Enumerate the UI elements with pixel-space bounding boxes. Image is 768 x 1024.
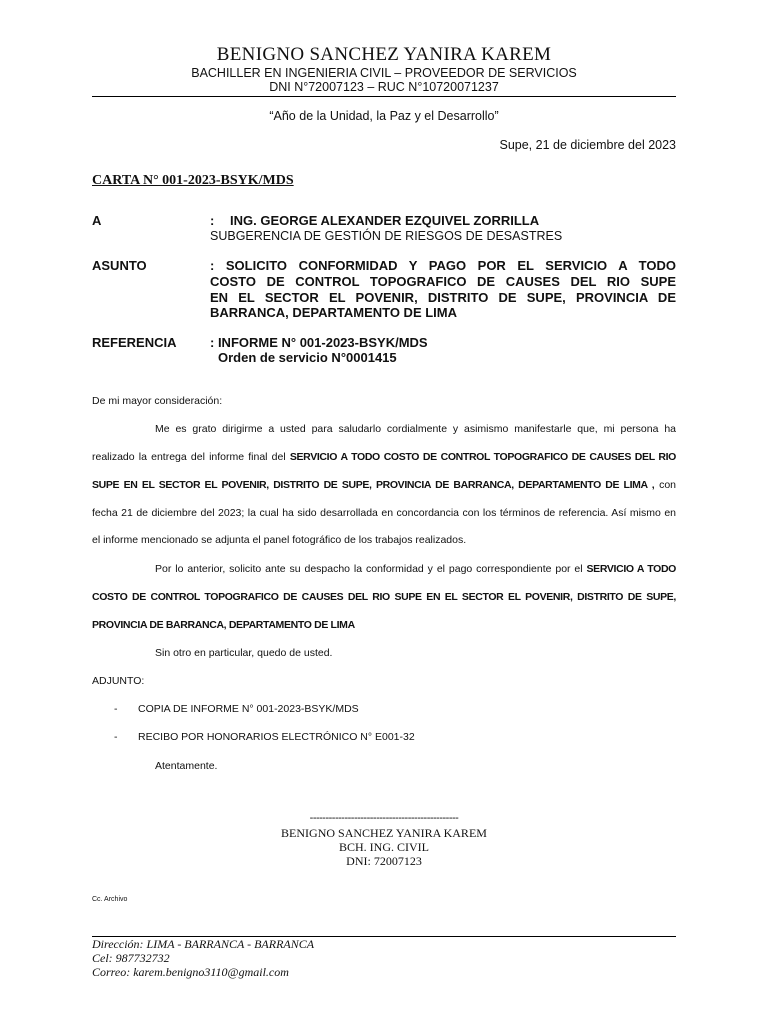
- subject-line-4: BARRANCA, DEPARTAMENTO DE LIMA: [210, 305, 457, 320]
- footer-email: Correo: karem.benigno3110@gmail.com: [92, 965, 289, 979]
- paragraph-1-line-4: fecha 21 de diciembre del 2023; la cual ha sido desarrollada en concordancia con los términos de referencia. Así mismo en: [92, 507, 676, 519]
- attachment-bullet: -: [114, 731, 118, 743]
- paragraph-1-line-1: Me es grato dirigirme a usted para saludarlo cordialmente y asimismo manifestarle que, mi persona ha: [155, 423, 676, 435]
- paragraph-2-line-1: Por lo anterior, solicito ante su despacho la conformidad y el pago correspondiente por el SERVICIO A TODO: [155, 563, 676, 575]
- place-date: Supe, 21 de diciembre del 2023: [499, 138, 676, 152]
- addressee-office: SUBGERENCIA DE GESTIÓN DE RIESGOS DE DESASTRES: [210, 229, 563, 243]
- reference-line-2: Orden de servicio N°0001415: [218, 350, 397, 365]
- letterhead-name: BENIGNO SANCHEZ YANIRA KAREM: [216, 44, 552, 65]
- letterhead-ids: DNI N°72007123 – RUC N°10720071237: [269, 80, 499, 94]
- paragraph-1-line-3: SUPE EN EL SECTOR EL POVENIR, DISTRITO DE SUPE, PROVINCIA DE BARRANCA, DEPARTAMENTO DE LIMA , con: [92, 479, 676, 491]
- letter-number: CARTA N° 001-2023-BSYK/MDS: [92, 173, 294, 188]
- paragraph-1-line-2: realizado la entrega del informe final del SERVICIO A TODO COSTO DE CONTROL TOPOGRAFICO DE CAUSES DEL RIO: [92, 451, 676, 463]
- subject-line-3: EN EL SECTOR EL POVENIR, DISTRITO DE SUPE, PROVINCIA DE: [210, 290, 676, 305]
- signer-title: BCH. ING. CIVIL: [339, 840, 429, 854]
- paragraph-2-line-3: PROVINCIA DE BARRANCA, DEPARTAMENTO DE LIMA: [92, 619, 355, 631]
- to-colon: :: [210, 213, 215, 228]
- attachment-item: RECIBO POR HONORARIOS ELECTRÓNICO N° E001-32: [138, 731, 415, 743]
- reference-line-1: : INFORME N° 001-2023-BSYK/MDS: [210, 335, 428, 350]
- attachment-bullet: -: [114, 703, 118, 715]
- signer-dni: DNI: 72007123: [346, 854, 422, 868]
- footer-phone: Cel: 987732732: [92, 951, 170, 965]
- signer-name: BENIGNO SANCHEZ YANIRA KAREM: [281, 826, 487, 840]
- signature-line: -----------------------------------------------: [309, 812, 459, 824]
- header-divider: [92, 96, 676, 97]
- year-motto: “Año de la Unidad, la Paz y el Desarrollo”: [269, 109, 499, 123]
- subject-line-1: : SOLICITO CONFORMIDAD Y PAGO POR EL SERVICIO A TODO: [210, 258, 676, 273]
- footer-address: Dirección: LIMA - BARRANCA - BARRANCA: [92, 937, 315, 951]
- to-label: A: [92, 213, 102, 228]
- reference-label: REFERENCIA: [92, 335, 177, 350]
- subject-label: ASUNTO: [92, 258, 147, 273]
- letterhead-profession: BACHILLER EN INGENIERIA CIVIL – PROVEEDOR DE SERVICIOS: [191, 66, 577, 80]
- greeting: De mi mayor consideración:: [92, 395, 223, 407]
- addressee-name: ING. GEORGE ALEXANDER EZQUIVEL ZORRILLA: [230, 213, 540, 228]
- cc-archive: Cc. Archivo: [92, 896, 128, 903]
- paragraph-1-line-5: el informe mencionado se adjunta el panel fotográfico de los trabajos realizados.: [92, 534, 467, 546]
- regards: Atentamente.: [155, 760, 218, 772]
- paragraph-2-line-2: COSTO DE CONTROL TOPOGRAFICO DE CAUSES DEL RIO SUPE EN EL SECTOR EL POVENIR, DISTRITO DE SUPE,: [92, 591, 676, 603]
- closing-line: Sin otro en particular, quedo de usted.: [155, 647, 333, 659]
- attachment-item: COPIA DE INFORME N° 001-2023-BSYK/MDS: [138, 703, 359, 715]
- subject-line-2: COSTO DE CONTROL TOPOGRAFICO DE CAUSES DEL RIO SUPE: [210, 274, 676, 289]
- attachments-label: ADJUNTO:: [92, 675, 145, 687]
